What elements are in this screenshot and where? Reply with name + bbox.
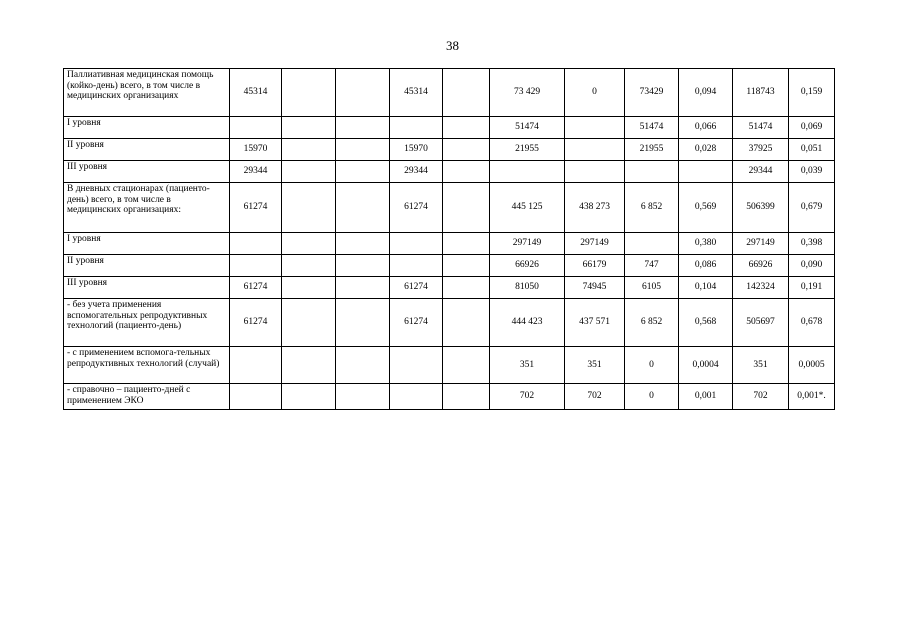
table-cell [336,69,390,117]
table-cell [282,69,336,117]
table-cell: 351 [733,347,789,384]
table-cell: 297149 [565,233,625,255]
table-cell: 0,104 [679,277,733,299]
table-row [64,117,835,139]
table-cell: 61274 [230,299,282,347]
table-cell: 66926 [490,255,565,277]
table-row [64,347,835,384]
table-cell: 51474 [490,117,565,139]
row-label: II уровня [64,255,230,277]
table-cell [565,117,625,139]
table-cell [282,161,336,183]
table-cell: 15970 [230,139,282,161]
table-cell: 21955 [625,139,679,161]
table-cell [336,161,390,183]
table-cell: 297149 [733,233,789,255]
table-cell [336,139,390,161]
table-cell: 6 852 [625,299,679,347]
table-cell [443,161,490,183]
table-cell: 0,090 [789,255,835,277]
table-cell: 66179 [565,255,625,277]
row-label: - без учета применения вспомогательных репродуктивных технологий (пациенто-день) [64,299,230,347]
table-cell: 61274 [390,299,443,347]
table-cell: 51474 [625,117,679,139]
table-cell [390,384,443,410]
table-cell [282,255,336,277]
row-label: В дневных стационарах (пациенто-день) всего, в том числе в медицинских организациях: [64,183,230,233]
table-cell: 74945 [565,277,625,299]
table-cell [490,161,565,183]
row-label: I уровня [64,117,230,139]
table-cell [336,233,390,255]
table-cell: 437 571 [565,299,625,347]
table-cell: 505697 [733,299,789,347]
table-cell [625,161,679,183]
table-cell: 0 [565,69,625,117]
table-cell: 702 [733,384,789,410]
table-cell [336,347,390,384]
data-table [63,68,835,410]
table-cell [336,299,390,347]
row-label: III уровня [64,161,230,183]
row-label: - справочно – пациенто-дней с применением ЭКО [64,384,230,410]
table-cell [390,255,443,277]
table-cell [565,161,625,183]
table-cell: 0,001*. [789,384,835,410]
table-row [64,299,835,347]
table-cell: 61274 [230,183,282,233]
table-cell [443,139,490,161]
table-cell: 81050 [490,277,565,299]
table-cell [336,183,390,233]
table-cell: 73 429 [490,69,565,117]
table-cell: 702 [565,384,625,410]
table-cell [230,117,282,139]
table-cell: 6105 [625,277,679,299]
table-cell [282,299,336,347]
row-label: I уровня [64,233,230,255]
table-cell: 297149 [490,233,565,255]
table-cell [282,183,336,233]
table-cell: 444 423 [490,299,565,347]
table-row [64,69,835,117]
table-cell: 0,159 [789,69,835,117]
table-cell: 702 [490,384,565,410]
table-row [64,277,835,299]
table-cell: 61274 [230,277,282,299]
table-cell: 445 125 [490,183,565,233]
table-cell [282,139,336,161]
table-row [64,161,835,183]
table-cell: 0,094 [679,69,733,117]
table-cell [443,384,490,410]
table-cell: 0,0004 [679,347,733,384]
table-cell [336,255,390,277]
table-cell [625,233,679,255]
table-cell: 66926 [733,255,789,277]
table-cell: 142324 [733,277,789,299]
table-cell: 0,086 [679,255,733,277]
table-cell: 0,039 [789,161,835,183]
table-cell: 0,569 [679,183,733,233]
table-cell: 118743 [733,69,789,117]
table-cell [282,233,336,255]
table-cell: 0,001 [679,384,733,410]
table-cell: 0,568 [679,299,733,347]
table-cell: 51474 [733,117,789,139]
table-cell: 21955 [490,139,565,161]
table-cell: 73429 [625,69,679,117]
table-cell [336,384,390,410]
table-cell: 747 [625,255,679,277]
table-cell: 45314 [390,69,443,117]
row-label: Паллиативная медицинская помощь (койко-день) всего, в том числе в медицинских организациях [64,69,230,117]
table-cell: 506399 [733,183,789,233]
table-cell: 61274 [390,183,443,233]
row-label: II уровня [64,139,230,161]
table-cell [390,117,443,139]
table-cell: 0,066 [679,117,733,139]
row-label: III уровня [64,277,230,299]
table-cell [282,384,336,410]
table-cell: 0 [625,384,679,410]
table-cell: 61274 [390,277,443,299]
table-cell [230,255,282,277]
table-cell [443,183,490,233]
table-row [64,233,835,255]
table-cell: 29344 [390,161,443,183]
table-cell [230,233,282,255]
table-cell [443,69,490,117]
table-row [64,255,835,277]
table-cell: 15970 [390,139,443,161]
table-cell [336,117,390,139]
table-cell: 0,051 [789,139,835,161]
table-cell: 0,380 [679,233,733,255]
row-label: - с применением вспомога-тельных репродуктивных технологий (случай) [64,347,230,384]
table-cell [282,277,336,299]
table-cell [282,347,336,384]
page-number: 38 [446,38,459,53]
table-cell [230,347,282,384]
table-cell: 0,191 [789,277,835,299]
table-cell: 351 [490,347,565,384]
table-cell: 29344 [733,161,789,183]
table-cell: 6 852 [625,183,679,233]
table-cell: 45314 [230,69,282,117]
table-cell [443,299,490,347]
table-cell: 0,678 [789,299,835,347]
table-cell: 37925 [733,139,789,161]
table-cell: 351 [565,347,625,384]
table-cell [390,347,443,384]
table-cell: 0 [625,347,679,384]
table-cell: 0,069 [789,117,835,139]
table-cell [443,233,490,255]
table-cell [443,255,490,277]
table-cell [443,277,490,299]
table-cell [565,139,625,161]
table-cell: 0,0005 [789,347,835,384]
table-cell: 438 273 [565,183,625,233]
table-cell: 0,679 [789,183,835,233]
table-cell: 29344 [230,161,282,183]
table-cell [443,117,490,139]
table-cell: 0,028 [679,139,733,161]
table-cell [336,277,390,299]
table-cell [390,233,443,255]
table-cell [443,347,490,384]
table-cell [679,161,733,183]
table-cell [282,117,336,139]
table-cell [230,384,282,410]
table-row [64,384,835,410]
table-cell: 0,398 [789,233,835,255]
table-row [64,183,835,233]
table-row [64,139,835,161]
